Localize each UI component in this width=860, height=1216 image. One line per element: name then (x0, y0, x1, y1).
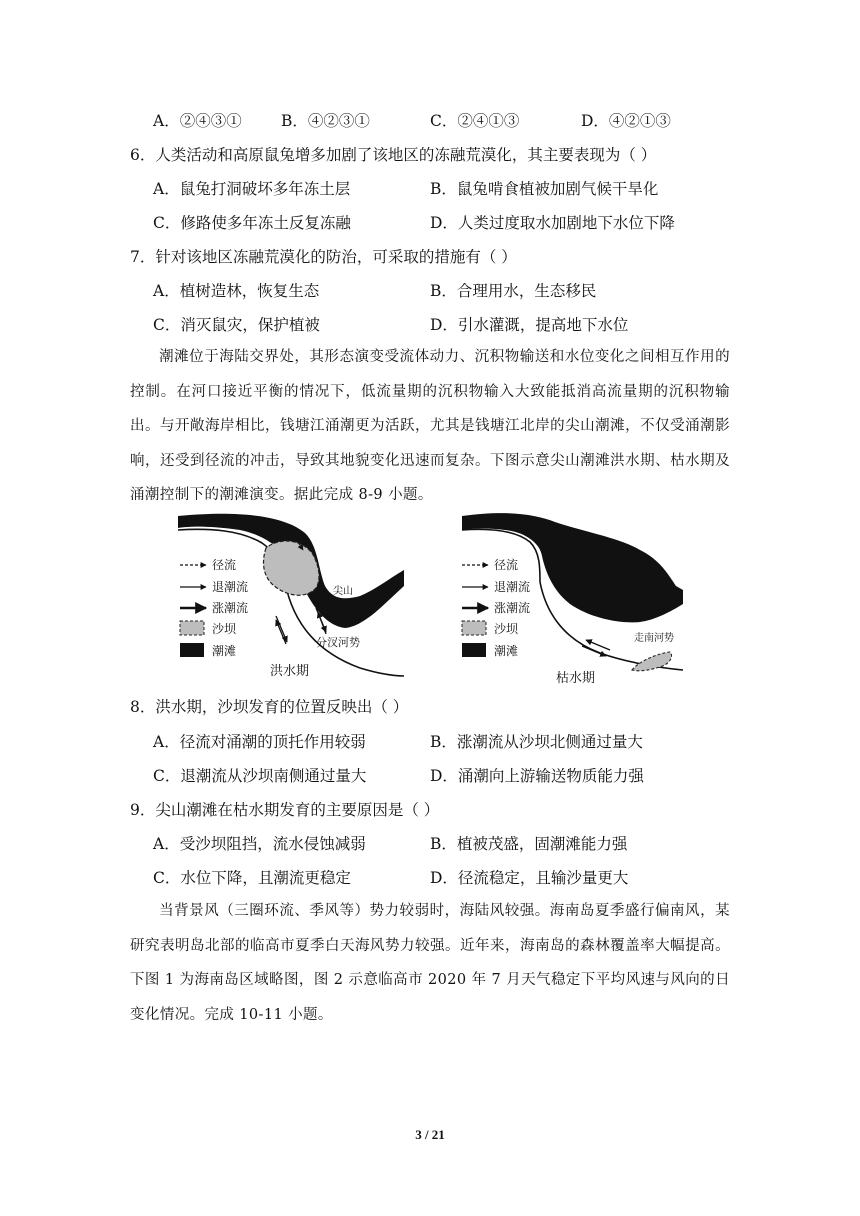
legend-tidal-flat-right: 潮滩 (494, 644, 519, 658)
passage-tidal-flat (130, 340, 730, 513)
label-branching-channel: 分汊河势 (316, 636, 360, 649)
q8-stem: 8．洪水期，沙坝发育的位置反映出（ ） (130, 698, 409, 716)
q5-option-b: B．④②③① (281, 112, 370, 130)
label-south-channel: 走南河势 (634, 633, 674, 644)
q9-option-b: B．植被茂盛，固潮滩能力强 (430, 835, 628, 853)
q9-option-a: A．受沙坝阻挡，流水侵蚀减弱 (153, 835, 366, 853)
q8-option-c: C．退潮流从沙坝南侧通过量大 (153, 767, 367, 785)
label-jianshan: 尖山 (333, 586, 353, 597)
legend-sandbar: 沙坝 (212, 622, 237, 636)
q7-stem: 7．针对该地区冻融荒漠化的防治，可采取的措施有（ ） (130, 248, 517, 266)
q6-option-c: C．修路使多年冻土反复冻融 (153, 214, 351, 232)
passage-sea-breeze (130, 894, 730, 1032)
q6-stem: 6．人类活动和高原鼠兔增多加剧了该地区的冻融荒漠化，其主要表现为（ ） (130, 146, 657, 164)
q6-option-d: D．人类过度取水加剧地下水位下降 (430, 214, 675, 232)
legend-flood-current-right: 涨潮流 (494, 601, 531, 615)
q7-option-b: B．合理用水，生态移民 (430, 282, 597, 300)
page-number: 3 / 21 (415, 1127, 445, 1142)
q6-option-b: B．鼠兔啃食植被加剧气候干旱化 (430, 180, 659, 198)
q6-option-a: A．鼠兔打洞破坏多年冻土层 (153, 180, 351, 198)
q8-option-d: D．涌潮向上游输送物质能力强 (430, 767, 644, 785)
caption-flood-season: 洪水期 (270, 664, 310, 679)
q8-option-b: B．涨潮流从沙坝北侧通过量大 (430, 733, 643, 751)
legend-flood-current: 涨潮流 (212, 601, 249, 615)
legend-tidal-flat: 潮滩 (212, 644, 237, 658)
q5-option-a: A．②④③① (153, 112, 242, 130)
q7-option-c: C．消灭鼠灾，保护植被 (153, 316, 320, 334)
legend-runoff: 径流 (212, 558, 237, 572)
legend-right (462, 557, 530, 658)
dry-season-panel (462, 513, 683, 686)
q5-option-d: D．④②①③ (581, 112, 671, 130)
q7-option-a: A．植树造林，恢复生态 (153, 282, 320, 300)
q9-stem: 9．尖山潮滩在枯水期发育的主要原因是（ ） (130, 801, 440, 819)
tidal-flat-figure (0, 508, 860, 688)
q9-option-c: C．水位下降，且潮流更稳定 (153, 869, 351, 887)
legend-left (180, 557, 248, 658)
legend-sandbar-right: 沙坝 (494, 622, 519, 636)
passage-sea-breeze-text: 当背景风（三圈环流、季风等）势力较弱时，海陆风较强。海南岛夏季盛行偏南风，某研究表明岛北部的临高市夏季白天海风势力较强。近年来，海南岛的森林覆盖率大幅提高。下图 1 为海南岛区域略图，图 2 示意临高市 2020 年 7 月天气稳定下平均风速与风向的日变化情况。完成 10-11 小题。 (130, 903, 730, 1023)
passage-tidal-flat-text: 潮滩位于海陆交界处，其形态演变受流体动力、沉积物输送和水位变化之间相互作用的控制。在河口接近平衡的情况下，低流量期的沉积物输入大致能抵消高流量期的沉积物输出。与开敞海岸相比，钱塘江涌潮更为活跃，尤其是钱塘江北岸的尖山潮滩，不仅受涌潮影响，还受到径流的冲击，导致其地貌变化迅速而复杂。下图示意尖山潮滩洪水期、枯水期及涌潮控制下的潮滩演变。据此完成 8-9 小题。 (130, 349, 730, 503)
q8-option-a: A．径流对涌潮的顶托作用较弱 (153, 733, 366, 751)
q7-option-d: D．引水灌溉，提高地下水位 (430, 316, 629, 334)
q9-option-d: D．径流稳定，且输沙量更大 (430, 869, 629, 887)
caption-dry-season: 枯水期 (556, 671, 596, 686)
q5-option-c: C．②④①③ (430, 112, 520, 130)
legend-ebb-current: 退潮流 (212, 580, 249, 594)
legend-ebb-current-right: 退潮流 (494, 580, 531, 594)
flood-season-panel (178, 514, 404, 679)
legend-runoff-right: 径流 (494, 558, 519, 572)
